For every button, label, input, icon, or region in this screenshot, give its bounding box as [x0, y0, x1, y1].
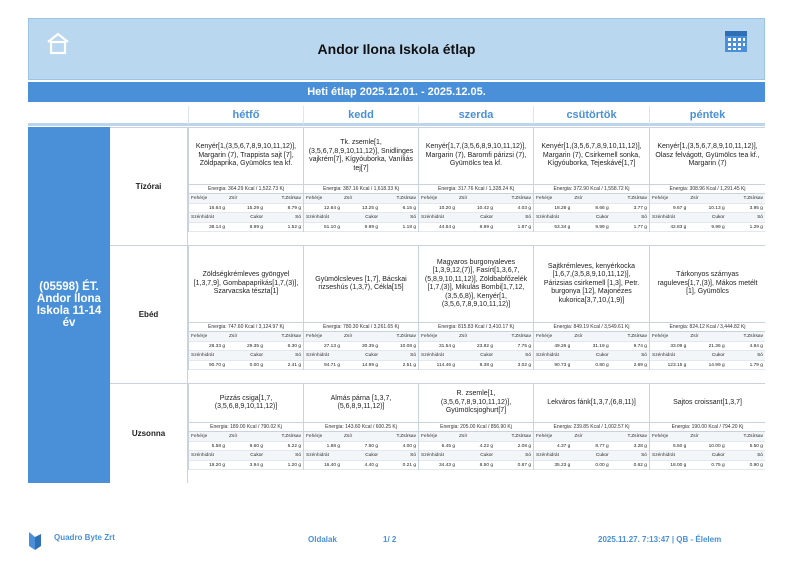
protein-value: 31.54 g: [419, 342, 457, 352]
company-name: Quadro Byte Zrt: [54, 533, 115, 542]
meal-row: [110, 127, 765, 245]
food-description: Sajtkrémleves, kenyérkocka [1,6,7,(3,5,8,9,10,11,12)], Párizsias csirkemell [1,3], Petr. burgonya [12], Majonézes kukorica[3,7,10,(1,9)]: [543, 262, 640, 304]
nutrient-label-salt: Só: [380, 351, 418, 361]
nutrient-label-sugar: Cukor: [688, 451, 726, 461]
day-header-tuesday: kedd: [303, 106, 418, 124]
nutrient-label-saturated-fat: T.Zsírsav: [265, 432, 303, 442]
fat-value: 9.60 g: [227, 442, 265, 452]
energy-value: Energia: 387.16 Kcal / 1,618.33 Kj: [304, 184, 418, 194]
nutrient-label-carbohydrate: Szénhidrát: [304, 351, 342, 361]
fat-value: 4.22 g: [457, 442, 495, 452]
energy-value: Energia: 849.19 Kcal / 3,549.61 Kj: [534, 322, 649, 332]
nutrient-label-protein: Fehérje: [304, 194, 342, 204]
energy-value: Energia: 308.96 Kcal / 1,291.45 Kj: [650, 184, 765, 194]
nutrient-label-salt: Só: [380, 213, 418, 223]
menu-cell: [649, 246, 765, 370]
salt-value: 1.18 g: [380, 223, 418, 233]
carbohydrate-value: 16.40 g: [304, 461, 342, 471]
carbohydrate-value: 44.64 g: [419, 223, 457, 233]
nutrient-label-saturated-fat: T.Zsírsav: [727, 432, 765, 442]
carbohydrate-value: 18.00 g: [650, 461, 688, 471]
footer: [0, 528, 800, 552]
nutrition-table: [534, 432, 649, 470]
saturated-fat-value: 10.08 g: [380, 342, 418, 352]
menu-cell: [533, 246, 649, 370]
meal-name: Uzsonna: [110, 384, 188, 483]
nutrient-label-fat: Zsír: [342, 332, 380, 342]
calendar-icon[interactable]: [724, 29, 748, 53]
fat-value: 10.42 g: [457, 204, 495, 214]
week-range-bar: Heti étlap 2025.12.01. - 2025.12.05.: [28, 82, 765, 102]
nutrient-label-fat: Zsír: [227, 432, 265, 442]
food-description: R. zsemle[1,(3,5,6,7,8,9,10,11,12)], Gyümölcsjoghurt[7]: [440, 390, 512, 415]
energy-value: Energia: 239.85 Kcal / 1,002.57 Kj: [534, 422, 649, 432]
carbohydrate-value: 90.73 g: [534, 361, 572, 371]
fat-value: 15.29 g: [227, 204, 265, 214]
nutrient-label-protein: Fehérje: [419, 332, 457, 342]
energy-value: Energia: 824.12 Kcal / 3,444.82 Kj: [650, 322, 765, 332]
salt-value: 1.29 g: [727, 223, 765, 233]
page-number: 1/ 2: [383, 535, 397, 544]
nutrient-label-sugar: Cukor: [572, 451, 610, 461]
food-description: Kenyér[1,7,(3,5,6,8,9,10,11,12)], Margarin (7), Baromfi párizsi (7), Gyümölcs tea kf.: [425, 143, 527, 168]
nutrition-table: [419, 194, 533, 232]
carbohydrate-value: 94.71 g: [304, 361, 342, 371]
page-title: Andor Ilona Iskola étlap: [317, 41, 476, 57]
nutrient-label-salt: Só: [611, 213, 649, 223]
nutrient-label-fat: Zsír: [342, 194, 380, 204]
menu-cell: [533, 128, 649, 232]
fat-value: 10.13 g: [688, 204, 726, 214]
day-header-row: [28, 106, 765, 126]
salt-value: 1.87 g: [495, 223, 533, 233]
nutrient-label-carbohydrate: Szénhidrát: [534, 213, 572, 223]
saturated-fat-value: 7.75 g: [495, 342, 533, 352]
sugar-value: 3.94 g: [227, 461, 265, 471]
salt-value: 3.02 g: [495, 361, 533, 371]
carbohydrate-value: 51.10 g: [304, 223, 342, 233]
saturated-fat-value: 3.28 g: [611, 442, 649, 452]
carbohydrate-value: 90.70 g: [189, 361, 227, 371]
sugar-value: 0.00 g: [572, 461, 610, 471]
nutrient-label-fat: Zsír: [457, 432, 495, 442]
nutrient-label-fat: Zsír: [457, 194, 495, 204]
food-description: Kenyér[1,(3,5,6,7,8,9,10,11,12)], Margarin (7), Trappista sajt [7], Zöldpaprika, Gyümölcs tea kf.: [195, 143, 297, 168]
sugar-value: 8.50 g: [457, 461, 495, 471]
nutrient-label-fat: Zsír: [572, 332, 610, 342]
fat-value: 8.77 g: [572, 442, 610, 452]
nutrient-label-saturated-fat: T.Zsírsav: [380, 332, 418, 342]
nutrient-label-saturated-fat: T.Zsírsav: [265, 332, 303, 342]
nutrient-label-saturated-fat: T.Zsírsav: [727, 332, 765, 342]
nutrition-table: [419, 432, 533, 470]
salt-value: 1.77 g: [611, 223, 649, 233]
nutrient-label-protein: Fehérje: [534, 194, 572, 204]
nutrition-table: [534, 332, 649, 370]
food-description: Sajtos croissant[1,3,7]: [673, 398, 742, 406]
saturated-fat-value: 5.22 g: [265, 442, 303, 452]
nutrient-label-carbohydrate: Szénhidrát: [189, 351, 227, 361]
nutrient-label-saturated-fat: T.Zsírsav: [495, 332, 533, 342]
menu-cell: [418, 246, 533, 370]
meal-name: Ebéd: [110, 246, 188, 383]
sugar-value: 8.99 g: [227, 223, 265, 233]
nutrient-label-saturated-fat: T.Zsírsav: [495, 432, 533, 442]
nutrient-label-carbohydrate: Szénhidrát: [189, 451, 227, 461]
protein-value: 33.09 g: [650, 342, 688, 352]
header-bar: [28, 18, 765, 80]
energy-value: Energia: 747.60 Kcal / 3,124.97 Kj: [189, 322, 303, 332]
energy-value: Energia: 317.76 Kcal / 1,328.24 Kj: [419, 184, 533, 194]
meal-row: [110, 383, 765, 483]
protein-value: 1.88 g: [304, 442, 342, 452]
nutrient-label-saturated-fat: T.Zsírsav: [380, 432, 418, 442]
food-description: Tk. zsemle[1,(3,5,6,7,8,9,10,11,12)], Snidlinges vajkrém[7], Kígyóuborka, Vaníliás tej[7]: [308, 139, 414, 172]
menu-cell: [303, 246, 418, 370]
sugar-value: 9.99 g: [688, 223, 726, 233]
meal-name: Tízórai: [110, 128, 188, 245]
protein-value: 5.58 g: [189, 442, 227, 452]
fat-value: 7.60 g: [342, 442, 380, 452]
carbohydrate-value: 34.43 g: [419, 461, 457, 471]
nutrient-label-sugar: Cukor: [227, 451, 265, 461]
nutrient-label-salt: Só: [611, 451, 649, 461]
nutrient-label-salt: Só: [495, 351, 533, 361]
sugar-value: 8.99 g: [457, 223, 495, 233]
protein-value: 12.64 g: [304, 204, 342, 214]
food-description: Kenyér[1,(3,5,6,7,8,9,10,11,12)], Margarin (7), Csirkemell sonka, Kígyóuborka, Tejeskávé[1,7]: [541, 143, 642, 168]
nutrient-label-protein: Fehérje: [189, 332, 227, 342]
menu-cell: [303, 384, 418, 470]
food-description: Magyaros burgonyaleves [1,3,9,12,(7)], Fasírt[1,3,6,7,(5,8,9,10,11,12)], Zöldbabfőzelék [1,7,(3)], Mikulás Bombi[1,7,12,(3,5,6,8)], Kenyér[1,(3,5,6,7,8,9,10,11,12)]: [424, 258, 528, 308]
nutrient-label-sugar: Cukor: [572, 213, 610, 223]
nutrient-label-protein: Fehérje: [650, 432, 688, 442]
nutrient-label-fat: Zsír: [572, 432, 610, 442]
nutrient-label-sugar: Cukor: [457, 351, 495, 361]
company-logo-icon: [28, 528, 42, 552]
nutrient-label-saturated-fat: T.Zsírsav: [380, 194, 418, 204]
nutrition-table: [650, 432, 765, 470]
salt-value: 0.87 g: [495, 461, 533, 471]
nutrient-label-saturated-fat: T.Zsírsav: [611, 432, 649, 442]
protein-value: 49.26 g: [534, 342, 572, 352]
fat-value: 31.19 g: [572, 342, 610, 352]
nutrient-label-fat: Zsír: [227, 332, 265, 342]
nutrient-label-protein: Fehérje: [419, 432, 457, 442]
nutrient-label-salt: Só: [495, 451, 533, 461]
nutrition-table: [304, 432, 418, 470]
protein-value: 28.33 g: [189, 342, 227, 352]
nutrient-label-carbohydrate: Szénhidrát: [650, 213, 688, 223]
fat-value: 29.35 g: [227, 342, 265, 352]
day-header-friday: péntek: [649, 106, 765, 124]
salt-value: 1.79 g: [727, 361, 765, 371]
protein-value: 16.64 g: [189, 204, 227, 214]
pages-label: Oldalak: [308, 535, 337, 544]
protein-value: 6.45 g: [419, 442, 457, 452]
sugar-value: 0.00 g: [227, 361, 265, 371]
fat-value: 30.39 g: [342, 342, 380, 352]
salt-value: 2.51 g: [380, 361, 418, 371]
nutrient-label-saturated-fat: T.Zsírsav: [611, 194, 649, 204]
menu-cell: [649, 384, 765, 470]
nutrient-label-salt: Só: [611, 351, 649, 361]
food-description: Almás párna [1,3,7,(5,6,8,9,11,12)]: [330, 394, 392, 410]
nutrient-label-saturated-fat: T.Zsírsav: [495, 194, 533, 204]
saturated-fat-value: 4.03 g: [495, 204, 533, 214]
carbohydrate-value: 123.15 g: [650, 361, 688, 371]
day-header-thursday: csütörtök: [533, 106, 649, 124]
nutrient-label-carbohydrate: Szénhidrát: [650, 351, 688, 361]
carbohydrate-value: 35.23 g: [534, 461, 572, 471]
energy-value: Energia: 189.00 Kcal / 790.02 Kj: [189, 422, 303, 432]
nutrient-label-carbohydrate: Szénhidrát: [304, 451, 342, 461]
energy-value: Energia: 143.60 Kcal / 600.25 Kj: [304, 422, 418, 432]
nutrient-label-fat: Zsír: [688, 432, 726, 442]
sugar-value: 9.99 g: [342, 223, 380, 233]
salt-value: 1.52 g: [265, 223, 303, 233]
nutrition-table: [534, 194, 649, 232]
nutrition-table: [419, 332, 533, 370]
nutrient-label-sugar: Cukor: [227, 351, 265, 361]
nutrient-label-salt: Só: [265, 213, 303, 223]
nutrition-table: [304, 332, 418, 370]
salt-value: 2.41 g: [265, 361, 303, 371]
nutrition-table: [189, 194, 303, 232]
menu-cell: [533, 384, 649, 470]
energy-value: Energia: 190.00 Kcal / 794.20 Kj: [650, 422, 765, 432]
saturated-fat-value: 4.84 g: [727, 342, 765, 352]
saturated-fat-value: 6.30 g: [265, 342, 303, 352]
nutrient-label-sugar: Cukor: [688, 213, 726, 223]
nutrient-label-protein: Fehérje: [304, 432, 342, 442]
nutrient-label-salt: Só: [727, 451, 765, 461]
nutrient-label-fat: Zsír: [572, 194, 610, 204]
salt-value: 0.90 g: [727, 461, 765, 471]
nutrient-label-salt: Só: [727, 351, 765, 361]
protein-value: 10.20 g: [419, 204, 457, 214]
nutrient-label-carbohydrate: Szénhidrát: [304, 213, 342, 223]
carbohydrate-value: 114.46 g: [419, 361, 457, 371]
food-description: Lekváros fánk[1,3,7,(6,8,11)]: [547, 398, 636, 406]
menu-cell: [303, 128, 418, 232]
energy-value: Energia: 205.00 Kcal / 856.90 Kj: [419, 422, 533, 432]
nutrient-label-salt: Só: [380, 451, 418, 461]
menu-cell: [188, 384, 303, 470]
nutrient-label-fat: Zsír: [457, 332, 495, 342]
nutrient-label-sugar: Cukor: [342, 451, 380, 461]
nutrient-label-carbohydrate: Szénhidrát: [534, 351, 572, 361]
nutrient-label-protein: Fehérje: [189, 432, 227, 442]
energy-value: Energia: 815.83 Kcal / 3,410.17 Kj: [419, 322, 533, 332]
saturated-fat-value: 8.79 g: [265, 204, 303, 214]
nutrient-label-sugar: Cukor: [457, 451, 495, 461]
print-timestamp: 2025.11.27. 7:13:47 | QB - Élelem: [598, 535, 722, 544]
energy-value: Energia: 780.30 Kcal / 3,261.65 Kj: [304, 322, 418, 332]
sugar-value: 14.99 g: [688, 361, 726, 371]
nutrient-label-carbohydrate: Szénhidrát: [534, 451, 572, 461]
nutrient-label-salt: Só: [727, 213, 765, 223]
carbohydrate-value: 38.14 g: [189, 223, 227, 233]
day-header-wednesday: szerda: [418, 106, 533, 124]
nutrient-label-carbohydrate: Szénhidrát: [419, 213, 457, 223]
sugar-value: 14.99 g: [342, 361, 380, 371]
nutrient-label-protein: Fehérje: [189, 194, 227, 204]
menu-cell: [649, 128, 765, 232]
sugar-value: 9.99 g: [572, 223, 610, 233]
nutrient-label-salt: Só: [265, 351, 303, 361]
nutrient-label-fat: Zsír: [227, 194, 265, 204]
energy-value: Energia: 364.29 Kcal / 1,522.73 Kj: [189, 184, 303, 194]
nutrient-label-sugar: Cukor: [342, 213, 380, 223]
saturated-fat-value: 5.50 g: [727, 442, 765, 452]
fat-value: 10.00 g: [688, 442, 726, 452]
nutrition-table: [189, 332, 303, 370]
food-description: Pizzás csiga[1,7,(3,5,6,8,9,10,11,12)]: [214, 394, 278, 410]
nutrient-label-salt: Só: [265, 451, 303, 461]
protein-value: 9.67 g: [650, 204, 688, 214]
day-header-monday: hétfő: [188, 106, 303, 124]
carbohydrate-value: 42.83 g: [650, 223, 688, 233]
food-description: Tárkonyos szárnyas raguleves[1,7,(3)], Mákos metélt [1], Gyümölcs: [657, 271, 758, 296]
nutrient-label-protein: Fehérje: [650, 332, 688, 342]
nutrient-label-carbohydrate: Szénhidrát: [189, 213, 227, 223]
carbohydrate-value: 19.20 g: [189, 461, 227, 471]
fat-value: 23.82 g: [457, 342, 495, 352]
sugar-value: 8.38 g: [457, 361, 495, 371]
nutrition-table: [304, 194, 418, 232]
fat-value: 21.36 g: [688, 342, 726, 352]
nutrient-label-protein: Fehérje: [304, 332, 342, 342]
nutrient-label-carbohydrate: Szénhidrát: [419, 351, 457, 361]
nutrient-label-fat: Zsír: [342, 432, 380, 442]
sugar-value: 0.80 g: [572, 361, 610, 371]
nutrition-table: [650, 332, 765, 370]
energy-value: Energia: 372.90 Kcal / 1,558.72 Kj: [534, 184, 649, 194]
menu-cell: [188, 246, 303, 370]
food-description: Gyümölcsleves [1,7], Bácskai rizseshús (1,3,7), Cékla[15]: [315, 275, 407, 291]
sugar-value: 0.75 g: [688, 461, 726, 471]
salt-value: 2.69 g: [611, 361, 649, 371]
salt-value: 0.21 g: [380, 461, 418, 471]
nutrient-label-saturated-fat: T.Zsírsav: [265, 194, 303, 204]
nutrient-label-protein: Fehérje: [534, 432, 572, 442]
saturated-fat-value: 4.00 g: [380, 442, 418, 452]
saturated-fat-value: 2.08 g: [495, 442, 533, 452]
food-description: Zöldségkrémleves gyöngyel [1,3,7,9], Gombapaprikás[1,7,(3)], Szarvacska tészta[1]: [193, 271, 299, 296]
nutrient-label-protein: Fehérje: [534, 332, 572, 342]
nutrient-label-sugar: Cukor: [227, 213, 265, 223]
fat-value: 8.66 g: [572, 204, 610, 214]
nutrient-label-sugar: Cukor: [457, 213, 495, 223]
menu-cell: [188, 128, 303, 232]
menu-cell: [418, 128, 533, 232]
school-label: (05598) ÉT. Andor Ilona Iskola 11-14 év: [28, 127, 110, 483]
carbohydrate-value: 53.34 g: [534, 223, 572, 233]
nutrient-label-sugar: Cukor: [688, 351, 726, 361]
nutrient-label-sugar: Cukor: [342, 351, 380, 361]
saturated-fat-value: 9.74 g: [611, 342, 649, 352]
nutrition-table: [650, 194, 765, 232]
nutrient-label-saturated-fat: T.Zsírsav: [611, 332, 649, 342]
nutrient-label-saturated-fat: T.Zsírsav: [727, 194, 765, 204]
nutrition-table: [189, 432, 303, 470]
nutrient-label-fat: Zsír: [688, 194, 726, 204]
fat-value: 13.25 g: [342, 204, 380, 214]
salt-value: 1.20 g: [265, 461, 303, 471]
saturated-fat-value: 3.95 g: [727, 204, 765, 214]
protein-value: 27.13 g: [304, 342, 342, 352]
nutrient-label-protein: Fehérje: [419, 194, 457, 204]
protein-value: 6.50 g: [650, 442, 688, 452]
nutrient-label-protein: Fehérje: [650, 194, 688, 204]
protein-value: 4.37 g: [534, 442, 572, 452]
saturated-fat-value: 6.15 g: [380, 204, 418, 214]
protein-value: 18.28 g: [534, 204, 572, 214]
nutrient-label-sugar: Cukor: [572, 351, 610, 361]
food-description: Kenyér[1,(3,5,6,7,8,9,10,11,12)], Olasz felvágott, Gyümölcs tea kf., Margarin (7): [655, 143, 760, 168]
nutrient-label-salt: Só: [495, 213, 533, 223]
nutrient-label-fat: Zsír: [688, 332, 726, 342]
nutrient-label-carbohydrate: Szénhidrát: [650, 451, 688, 461]
nutrient-label-carbohydrate: Szénhidrát: [419, 451, 457, 461]
saturated-fat-value: 3.77 g: [611, 204, 649, 214]
salt-value: 0.62 g: [611, 461, 649, 471]
meal-row: [110, 245, 765, 383]
sugar-value: 4.40 g: [342, 461, 380, 471]
menu-cell: [418, 384, 533, 470]
